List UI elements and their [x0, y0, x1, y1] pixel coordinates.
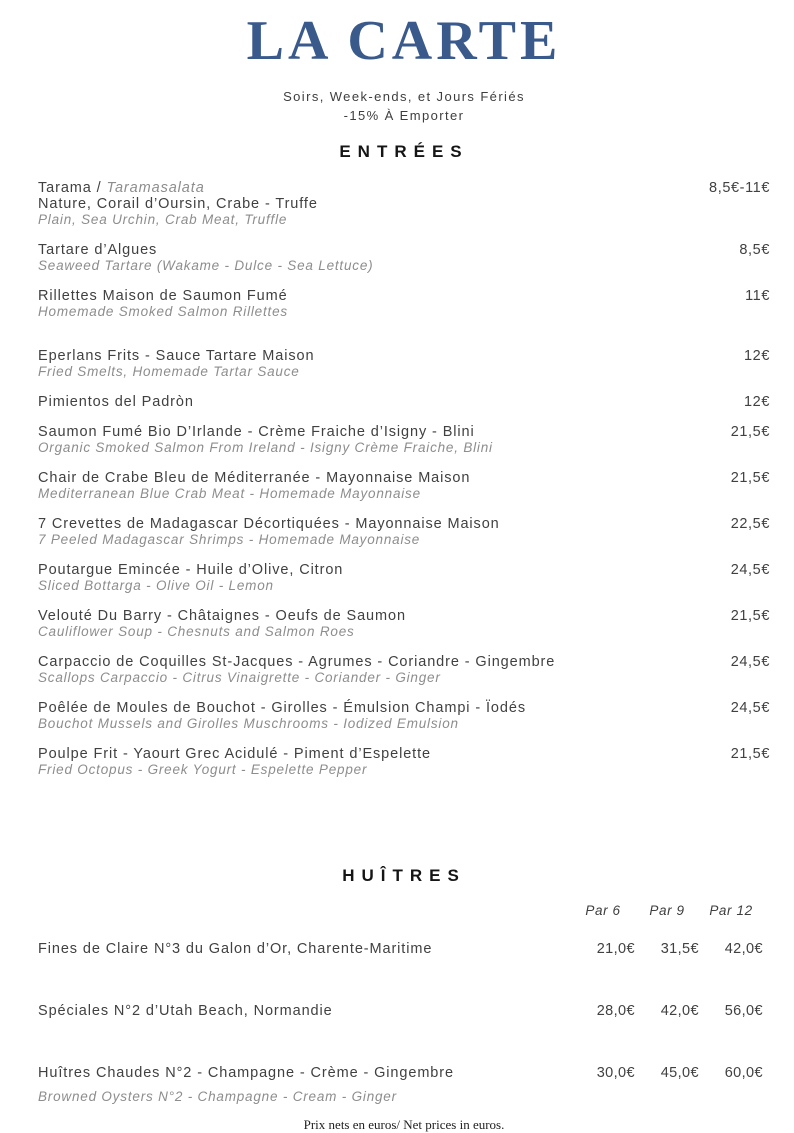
item-price: 22,5€ [730, 516, 770, 532]
oyster-price-par-12: 56,0€ [724, 1003, 763, 1019]
oyster-price-par-6: 21,0€ [596, 941, 635, 957]
item-translation: Fried Octopus - Greek Yogurt - Espelette Pepper [38, 762, 368, 777]
item-name: Pimientos del Padròn [38, 394, 194, 410]
oyster-column-par-9: Par 9 [649, 903, 685, 918]
item-name [38, 180, 691, 196]
menu-item-eperlans [38, 348, 770, 380]
item-price: 8,5€ [739, 242, 770, 258]
oyster-price-par-9: 42,0€ [660, 1003, 699, 1019]
menu-item-tarama [38, 180, 770, 228]
item-price: 21,5€ [730, 608, 770, 624]
menu-item-carpaccio [38, 654, 770, 686]
item-price: 21,5€ [730, 746, 770, 762]
entrees-group-1 [38, 180, 770, 320]
oyster-name: Spéciales N°2 d’Utah Beach, Normandie [38, 1003, 333, 1019]
oyster-name: Huîtres Chaudes N°2 - Champagne - Crème - Gingembre [38, 1065, 454, 1081]
menu-item-pimientos [38, 394, 770, 410]
oyster-prices [571, 941, 770, 957]
oyster-column-par-6: Par 6 [585, 903, 621, 918]
item-price: 11€ [745, 288, 770, 304]
oyster-text [38, 1065, 571, 1105]
subtitle-line-2: -15% À Emporter [343, 108, 465, 123]
item-price: 21,5€ [730, 470, 770, 486]
item-text [38, 394, 726, 410]
item-text [38, 562, 713, 594]
item-text [38, 242, 721, 274]
oyster-price-par-9: 31,5€ [660, 941, 699, 957]
oyster-price-par-12: 60,0€ [724, 1065, 763, 1081]
item-name: 7 Crevettes de Madagascar Décortiquées - Mayonnaise Maison [38, 516, 500, 532]
item-name: Carpaccio de Coquilles St-Jacques - Agrumes - Coriandre - Gingembre [38, 654, 556, 670]
oyster-text [38, 1003, 571, 1027]
menu-item-rillettes [38, 288, 770, 320]
item-translation: Seaweed Tartare (Wakame - Dulce - Sea Lettuce) [38, 258, 374, 273]
page-title: LA CARTE [246, 10, 562, 72]
item-name: Rillettes Maison de Saumon Fumé [38, 288, 288, 304]
item-text [38, 470, 713, 502]
menu-item-veloute [38, 608, 770, 640]
item-translation: Sliced Bottarga - Olive Oil - Lemon [38, 578, 274, 593]
item-name-main: Tarama / [38, 180, 107, 196]
item-price: 8,5€-11€ [709, 180, 770, 196]
oyster-column-par-12: Par 12 [709, 903, 753, 918]
item-price: 24,5€ [730, 654, 770, 670]
section-heading-huitres: HUÎTRES [342, 866, 466, 885]
item-name: Poutargue Emincée - Huile d’Olive, Citron [38, 562, 344, 578]
menu-item-crevettes [38, 516, 770, 548]
item-price: 12€ [744, 394, 770, 410]
item-translation: Homemade Smoked Salmon Rillettes [38, 304, 288, 319]
oyster-prices [571, 1065, 770, 1081]
item-price: 12€ [744, 348, 770, 364]
item-translation: Mediterranean Blue Crab Meat - Homemade Mayonnaise [38, 486, 421, 501]
item-text [38, 180, 691, 228]
item-text [38, 288, 727, 320]
item-name-italic: Taramasalata [106, 180, 205, 196]
menu-item-moules [38, 700, 770, 732]
subtitle-line-1: Soirs, Week-ends, et Jours Fériés [283, 89, 525, 104]
menu-item-poutargue [38, 562, 770, 594]
item-name: Tartare d’Algues [38, 242, 158, 258]
item-translation: Plain, Sea Urchin, Crab Meat, Truffle [38, 212, 288, 227]
item-text [38, 608, 713, 640]
oyster-price-par-6: 28,0€ [596, 1003, 635, 1019]
oyster-prices [571, 1003, 770, 1019]
item-price: 24,5€ [730, 700, 770, 716]
oyster-translation: Browned Oysters N°2 - Champagne - Cream - Ginger [38, 1089, 397, 1104]
item-price: 24,5€ [730, 562, 770, 578]
item-text [38, 746, 713, 778]
item-name: Eperlans Frits - Sauce Tartare Maison [38, 348, 315, 364]
oyster-row-huitres-chaudes [38, 1065, 770, 1105]
oyster-name: Fines de Claire N°3 du Galon d’Or, Charente-Maritime [38, 941, 433, 957]
menu-item-saumon-fume [38, 424, 770, 456]
item-name: Chair de Crabe Bleu de Méditerranée - Mayonnaise Maison [38, 470, 471, 486]
oyster-text [38, 941, 571, 965]
item-translation: 7 Peeled Madagascar Shrimps - Homemade Mayonnaise [38, 532, 421, 547]
item-text [38, 424, 713, 456]
oyster-row-fines-de-claire [38, 941, 770, 965]
menu-item-poulpe [38, 746, 770, 778]
oyster-price-par-9: 45,0€ [660, 1065, 699, 1081]
oyster-price-par-6: 30,0€ [596, 1065, 635, 1081]
item-translation: Scallops Carpaccio - Citrus Vinaigrette - Coriander - Ginger [38, 670, 441, 685]
oyster-price-par-12: 42,0€ [724, 941, 763, 957]
item-desc: Nature, Corail d’Oursin, Crabe - Truffe [38, 196, 318, 212]
item-translation: Cauliflower Soup - Chesnuts and Salmon Roes [38, 624, 355, 639]
item-name: Saumon Fumé Bio D’Irlande - Crème Fraiche d’Isigny - Blini [38, 424, 475, 440]
item-name: Poêlée de Moules de Bouchot - Girolles - Émulsion Champi - Ïodés [38, 700, 526, 716]
net-prices-note: Prix nets en euros/ Net prices in euros. [303, 1117, 505, 1132]
item-text [38, 700, 713, 732]
item-text [38, 348, 726, 380]
oyster-column-headers [38, 902, 770, 919]
section-heading-entrees: ENTRÉES [339, 142, 469, 161]
item-text [38, 654, 713, 686]
item-translation: Bouchot Mussels and Girolles Muschrooms - Iodized Emulsion [38, 716, 459, 731]
item-text [38, 516, 713, 548]
item-name: Poulpe Frit - Yaourt Grec Acidulé - Piment d’Espelette [38, 746, 432, 762]
item-translation: Fried Smelts, Homemade Tartar Sauce [38, 364, 300, 379]
item-price: 21,5€ [730, 424, 770, 440]
oyster-row-speciales [38, 1003, 770, 1027]
menu-item-tartare-algues [38, 242, 770, 274]
item-name: Velouté Du Barry - Châtaignes - Oeufs de Saumon [38, 608, 406, 624]
menu-item-crabe-bleu [38, 470, 770, 502]
item-translation: Organic Smoked Salmon From Ireland - Isigny Crème Fraiche, Blini [38, 440, 493, 455]
entrees-group-2 [38, 348, 770, 778]
